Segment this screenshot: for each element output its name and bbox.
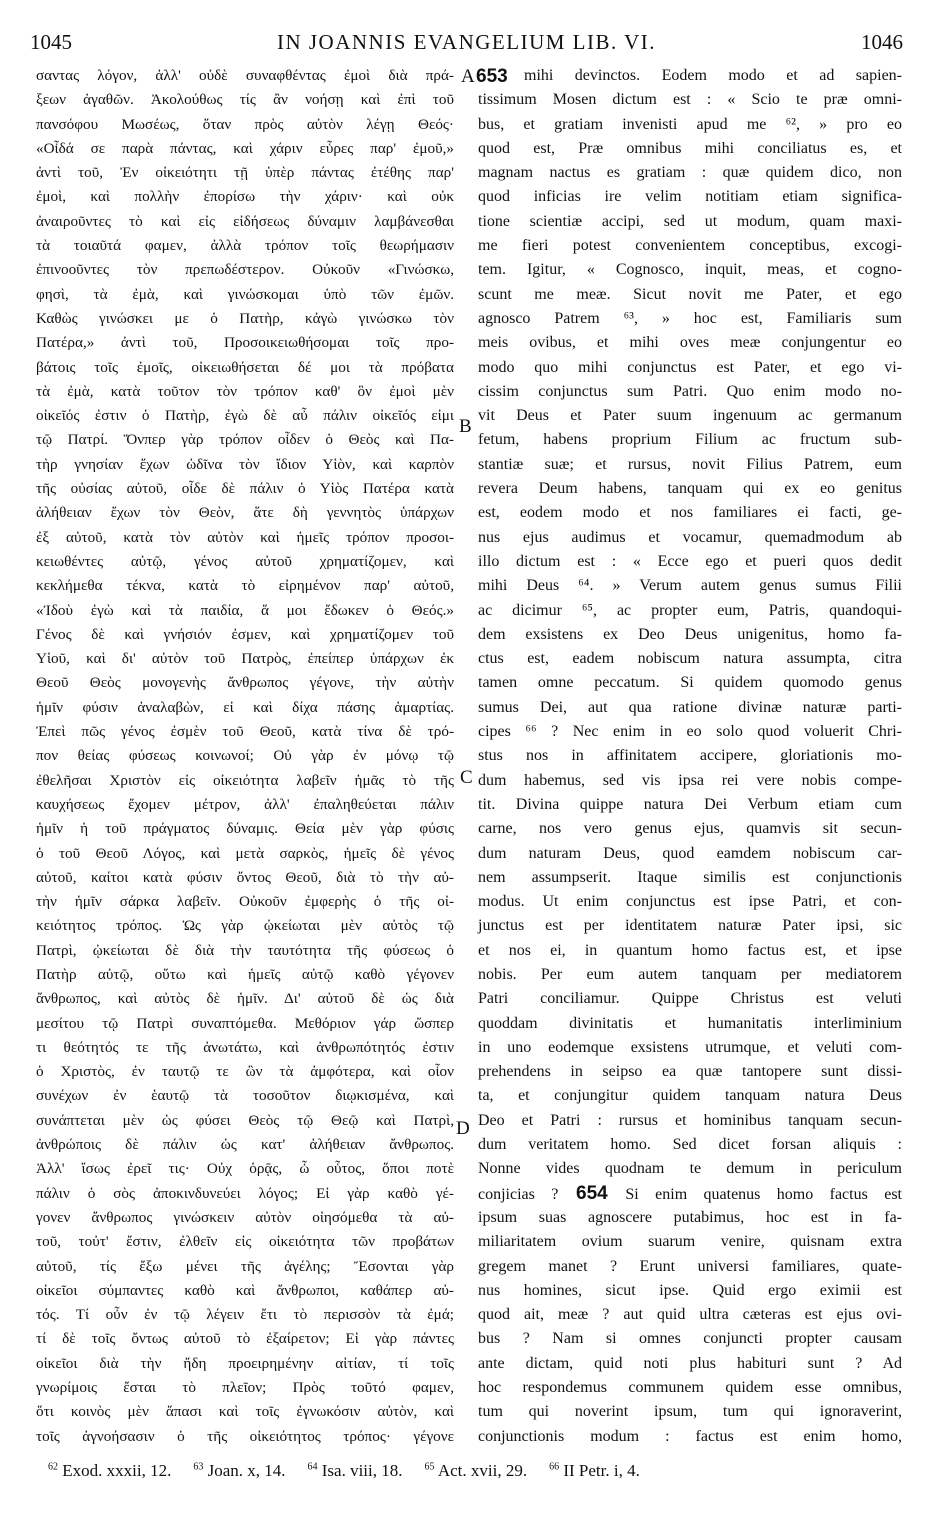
greek-text-line: τὰ ἐμὰ, κατὰ τοῦτον τὸν τρόπον καθ' ὃν ἐμοὶ μὲν <box>36 382 454 400</box>
greek-text-line: ἡμῖν ἡ τοῦ πράγματος δύναμις. Θεία μὲν γὰρ φύσις <box>36 820 454 838</box>
latin-text-line: tem. Igitur, « Cognosco, inquit, meas, et cogno- <box>478 261 902 279</box>
latin-text-line: bus ? Nam si omnes conjuncti propter causam <box>478 1330 902 1348</box>
greek-text-line: πάλιν ὁ σὸς ἀποκινδυνεύει λόγος; Εἰ γὰρ καθὸ γέ- <box>36 1184 454 1202</box>
greek-text-line: τὴν ἡμῖν σάρκα λαβεῖν. Οὐκοῦν ἐμφερὴς ὁ τῆς οἰ- <box>36 893 454 911</box>
greek-text-line: «Ἰδοὺ ἐγὼ καὶ τὰ παιδία, ἅ μοι ἔδωκεν ὁ Θεός.» <box>36 601 454 619</box>
latin-text-line: tum qui noverint ipsum, tum qui ignoraverint, <box>478 1403 902 1421</box>
greek-text-line: ἐπινοοῦντες τὸν πρεπωδέστερον. Οὐκοῦν «Γινώσκω, <box>36 261 454 279</box>
greek-text-line: ἀναιροῦντες τὸ καὶ εἰς εἰδήσεως δύναμιν λαμβάνεσθαι <box>36 212 454 230</box>
greek-text-line: ἐθελῆσαι Χριστὸν εἰς οἰκειότητα λαβεῖν ἡμᾶς τὸ τῆς <box>36 771 454 789</box>
greek-text-line: Ἀλλ' ἴσως ἐρεῖ τις· Οὐχ ὁρᾷς, ὦ οὗτος, ὅποι ποτὲ <box>36 1160 454 1178</box>
greek-text-line: ὁ τοῦ Θεοῦ Λόγος, καὶ μετὰ σαρκὸς, ἡμεῖς δὲ γένος <box>36 844 454 862</box>
latin-text-line: cipes ⁶⁶ ? Nec enim in eo solo quod voluerit Chri- <box>478 723 902 741</box>
latin-text-line: quod ait, meæ ? aut quid ultra cæteras est ejus ovi- <box>478 1306 902 1324</box>
latin-text-fragment: Si enim quatenus homo factus est <box>625 1185 902 1203</box>
greek-text-line: ξεων ἀγαθῶν. Ἀκολούθως τίς ἂν νοήσῃ καὶ ἐπὶ τοῦ <box>36 91 454 109</box>
latin-text-line: junctus est per identitatem naturæ Pater ipsi, sic <box>478 917 902 935</box>
column-number-654: 654 <box>558 1182 626 1204</box>
greek-text-line: μεσίτου τῷ Πατρὶ συναπτόμεθα. Μεθόριον γάρ ὥσπερ <box>36 1014 454 1032</box>
latin-text-line: nus homines, sicut ipse. Quid ergo eximii est <box>478 1281 902 1299</box>
footnote-number: 65 <box>424 1461 435 1473</box>
latin-text-line: fetum, habens proprium Filium ac fructum sub- <box>478 431 902 449</box>
footnote-number: 64 <box>307 1461 318 1473</box>
latin-text-line: vit Deus et Pater suum ingenuum ac germanum <box>478 407 902 425</box>
greek-text-line: καυχήσεως ἔχομεν μέτρον, ἀλλ' ἐπαληθεύεται πάλιν <box>36 795 454 813</box>
latin-text-line: dem exsistens ex Deo Deus unigenitus, homo fa- <box>478 625 902 643</box>
footnote-text: II Petr. i, 4. <box>559 1461 640 1480</box>
latin-text-line: conjicias ? 654 Si enim quatenus homo factus est <box>478 1182 902 1204</box>
latin-text-line: magnam nactus es gratiam : quæ quidem dico, non <box>478 164 902 182</box>
latin-text-line: in uno eodemque exsistens utrumque, et veluti com- <box>478 1038 902 1056</box>
greek-text-line: τι θεότητός τε τῆς ἀνωτάτω, καὶ ἀνθρωπότητός ἐστιν <box>36 1038 454 1056</box>
greek-text-line: σαντας λόγον, ἀλλ' οὐδὲ συναφθέντας ἐμοὶ διὰ πρά- <box>36 67 454 84</box>
greek-text-line: τῷ Πατρί. Ὅνπερ γὰρ τρόπον οἶδεν ὁ Θεὸς καὶ Πα- <box>36 431 454 449</box>
greek-text-line: αὐτοῦ, τίς ἔξω μένει τῆς ἀγέλης; Ἔσονται γὰρ <box>36 1257 454 1275</box>
latin-text-line: meis ovibus, et mihi oves meæ conjungentur eo <box>478 334 902 352</box>
greek-text-line: Ἐπεὶ πῶς γένος ἐσμὲν τοῦ Θεοῦ, κατὰ τίνα δὲ τρό- <box>36 723 454 741</box>
greek-text-line: πανσόφου Μωσέως, ὅταν πρὸς αὐτὸν λέγῃ Θεός· <box>36 115 454 133</box>
latin-text-line: me fieri potest convenientem conceptibus, excogi- <box>478 237 902 255</box>
greek-text-line: Υἱοῦ, καὶ δι' αὐτὸν τοῦ Πατρὸς, ἐπείπερ ὑπάρχων ἐκ <box>36 650 454 668</box>
latin-text-line: revera Deum habens, tanquam qui ex eo genitus <box>478 480 902 498</box>
margin-letter-d: D <box>456 1118 470 1139</box>
latin-text-line: illo dictum est : « Ecce ego et pueri quos dedit <box>478 552 902 570</box>
latin-text-line: Deo et Patri : rursus et hominibus tanquam secun- <box>478 1111 902 1129</box>
greek-text-line: τοῦ, τοὐτ' ἔστιν, ἐλθεῖν εἰς οἰκειότητα τῶν προβάτων <box>36 1233 454 1251</box>
footnote-text: Isa. viii, 18. <box>317 1461 403 1480</box>
latin-text-line: dum veritatem homo. Sed dicet forsan aliquis : <box>478 1136 902 1154</box>
greek-text-line: ὅτι κοινὸς μὲν ἅπασι καὶ τοῖς ἐγνωκόσιν αὐτὸν, καὶ <box>36 1403 454 1421</box>
greek-text-line: ἀλήθειαν ἔχων τὸν Θεὸν, ἅτε δὴ γεννητὸς ὑπάρχων <box>36 504 454 522</box>
latin-text-line: Nonne vides quodnam te demum in periculum <box>478 1160 902 1178</box>
greek-text-line: ἐμοὶ, καὶ πολλὴν ἐπορίσω τὴν χάριν· καὶ οὐκ <box>36 188 454 206</box>
greek-text-line: ἡμῖν φύσιν ἀναλαβὼν, εἰ καὶ δίχα πάσης ἁμαρτίας. <box>36 698 454 716</box>
footnote <box>193 1461 285 1480</box>
greek-text-line: τοῖς ἀγνοήσασιν ὁ τῆς οἰκειότητος τρόπος· γέγονε <box>36 1427 454 1445</box>
latin-text-line: ante dictam, quid noti plus habituri sunt ? Ad <box>478 1354 902 1372</box>
latin-text-line: mihi Deus ⁶⁴. » Verum autem genus sumus Filii <box>478 577 902 595</box>
greek-text-line: γνωρίμοις ἔσται τὸ πλεῖον; Πρὸς τοῦτό φαμεν, <box>36 1379 454 1397</box>
footnote-text: Exod. xxxii, 12. <box>58 1461 172 1480</box>
greek-text-line: Πατρὶ, ᾠκείωται δὲ διὰ τὴν ταυτότητα τῆς φύσεως ὁ <box>36 941 454 959</box>
footnote <box>549 1461 640 1480</box>
greek-text-line: ἐξ αὐτοῦ, κατὰ τὸν αὐτὸν καὶ ἡμεῖς τρόπον προσοι- <box>36 528 454 546</box>
footnote-number: 63 <box>193 1461 204 1473</box>
footnote <box>48 1461 171 1480</box>
latin-text-line: nem assumpserit. Itaque similis est conjunctionis <box>478 868 902 886</box>
greek-text-line: οἰκεῖός ἐστιν ὁ Πατὴρ, ἐγὼ δὲ αὖ πάλιν οἰκεῖός εἰμι <box>36 407 454 425</box>
latin-text-line: stantiæ suæ; et rursus, novit Filius Patrem, eum <box>478 455 902 473</box>
margin-letter-b: B <box>459 416 472 437</box>
greek-text-line: οἰκεῖοι διὰ τὴν ἤδη προειρημένην αἰτίαν, τί τοῖς <box>36 1354 454 1372</box>
latin-text-line: cissim conjunctus sum Patri. Quo enim modo no- <box>478 382 902 400</box>
latin-text-column <box>478 64 902 1449</box>
greek-text-line: κειότητος τρόπος. Ὡς γὰρ ᾠκείωται μὲν αὐτὸς τῷ <box>36 917 454 935</box>
latin-text-line: tamen omne peccatum. Si quidem quomodo genus <box>478 674 902 692</box>
greek-text-line: οἰκεῖοι σύμπαντες καθὸ καὶ ἄνθρωποι, καθάπερ αὐ- <box>36 1281 454 1299</box>
footnote <box>308 1461 403 1480</box>
footnote <box>425 1461 528 1480</box>
left-page-number: 1045 <box>30 30 72 54</box>
latin-text-line: conjunctionis modum : factus est enim homo, <box>478 1427 902 1445</box>
latin-text-line: scunt me meæ. Sicut novit me Pater, et ego <box>478 285 902 303</box>
footnote-text: Joan. x, 14. <box>203 1461 286 1480</box>
greek-text-column <box>36 64 454 1449</box>
latin-text-line: tissimum Mosen dictum est : « Scio te præ omni- <box>478 91 902 109</box>
latin-text-line: carne, nos vero genus ejus, quamvis sit secun- <box>478 820 902 838</box>
greek-text-line: τὴρ γνησίαν ἔχων ὠδῖνα τὸν ἴδιον Υἱὸν, καὶ καρπὸν <box>36 455 454 473</box>
column-number-653: 653 <box>476 66 508 87</box>
latin-text-line: ta, et conjungitur quidem tanquam natura Deus <box>478 1087 902 1105</box>
latin-text-line: agnosco Patrem ⁶³, » hoc est, Familiaris sum <box>478 309 902 327</box>
latin-text-line: miliaritatem ovium suarum venire, quisnam extra <box>478 1233 902 1251</box>
latin-text-line: gregem manet ? Erunt universi familiares, quate- <box>478 1257 902 1275</box>
footnotes <box>48 1461 891 1481</box>
footnote-number: 66 <box>549 1461 560 1473</box>
greek-text-line: αὐτοῦ, καίτοι κατὰ φύσιν ὄντος Θεοῦ, διὰ τὸ τὴν αὐ- <box>36 868 454 886</box>
latin-text-line: bus, et gratiam invenisti apud me ⁶², » pro eo <box>478 115 902 133</box>
latin-text-line: dum habemus, sed vis ipsa rei vere nobis compe- <box>478 771 902 789</box>
greek-text-line: τῆς οὐσίας αὐτοῦ, οἶδε δὲ πάλιν ὁ Υἱὸς Πατέρα κατὰ <box>36 480 454 498</box>
right-page-number: 1046 <box>860 30 903 54</box>
greek-text-line: πον θείας φύσεως κοινωνοί; Οὐ γὰρ ἐν μόνῳ τῷ <box>36 747 454 765</box>
greek-text-line: Καθὼς γινώσκει με ὁ Πατὴρ, κἀγὼ γινώσκω τὸν <box>36 309 454 327</box>
latin-text-line: quod inficias ire velim notitiam etiam significa- <box>478 188 902 206</box>
greek-text-line: γονεν ἄνθρωπος γινώσκειν αὐτὸν οἰησόμεθα τὰ αὐ- <box>36 1208 454 1226</box>
greek-text-line: κεκλήμεθα τέκνα, κατὰ τὸ εἰρημένον παρ' αὐτοῦ, <box>36 577 454 595</box>
greek-text-line: τί δὲ τοῖς ὄντως αὐτοῦ τὸ ἐξαίρετον; Εἰ γὰρ πάντες <box>36 1330 454 1348</box>
greek-text-line: Γένος δὲ καὶ γνήσιόν ἐσμεν, καὶ χρηματίζομεν τοῦ <box>36 625 454 643</box>
latin-text-line: nobis. Per eum autem tanquam per mediatorem <box>478 965 902 983</box>
latin-text-line: modus. Ut enim conjunctus est ipse Patri, et con- <box>478 893 902 911</box>
greek-text-line: ἄνθρωπος, καὶ αὐτὸς δὲ ἡμῖν. Δι' αὐτοῦ δὲ ὡς διὰ <box>36 990 454 1008</box>
latin-text-line: et nos ei, in quantum homo factus est, et ipse <box>478 941 902 959</box>
greek-text-line: τὰ τοιαῦτά φαμεν, ἀλλὰ τρόπον τοῖς θεωρήμασιν <box>36 237 454 255</box>
greek-text-line: βάτοις τοῖς ἐμοῖς, οἰκειωθήσεται δέ μοι τὰ πρόβατα <box>36 358 454 376</box>
latin-text-line: stus nos in affinitatem accipere, gloriationis mo- <box>478 747 902 765</box>
latin-text-line: ctus est, eadem nobiscum natura assumpta, citra <box>478 650 902 668</box>
latin-text-line: prehendens in seipso ea quæ tantopere sunt dissi- <box>478 1063 902 1081</box>
greek-text-line: συνέχων ἐν ἑαυτῷ τὰ τοσοῦτον διῳκισμένα, καὶ <box>36 1087 454 1105</box>
greek-text-line: ἀνθρώποις δὲ πάλιν ὡς κατ' ἀλήθειαν ἄνθρωπος. <box>36 1136 454 1154</box>
latin-text-line: nus ejus audimus et vocamur, quemadmodum ab <box>478 528 902 546</box>
greek-text-line: συνάπτεται μὲν ὡς φύσει Θεὸς τῷ Θεῷ καὶ Πατρὶ, <box>36 1111 454 1129</box>
greek-text-line: Θεοῦ Θεὸς μονογενὴς ἄνθρωπος γέγονε, τὴν αὐτὴν <box>36 674 454 692</box>
greek-text-line: Πατέρα,» ἀντὶ τοῦ, Προσοικειωθήσομαι τοῖς προ- <box>36 334 454 352</box>
latin-text-line: mihi devinctos. Eodem modo et ad sapien- <box>524 67 902 84</box>
greek-text-line: ὁ Χριστὸς, ἐν ταυτῷ τε ὢν τὰ ἀμφότερα, καὶ οἷον <box>36 1063 454 1081</box>
latin-text-line: modo quo mihi conjunctus est Pater, et ego vi- <box>478 358 902 376</box>
latin-text-line: ac dicimur ⁶⁵, ac propter eum, Patris, quandoqui- <box>478 601 902 619</box>
latin-text-line: tit. Divina quippe natura Dei Verbum etiam cum <box>478 795 902 813</box>
latin-text-line: hoc respondemus communem quidem esse omnibus, <box>478 1379 902 1397</box>
footnote-number: 62 <box>48 1461 58 1473</box>
latin-text-line: sumus Dei, aut qua ratione divinæ naturæ parti- <box>478 698 902 716</box>
footnote-text: Act. xvii, 29. <box>434 1461 528 1480</box>
latin-text-line: ipsum suas agnoscere putabimus, hoc est in fa- <box>478 1208 902 1226</box>
latin-text-line: quoddam divinitatis et humanitatis interliminium <box>478 1014 902 1032</box>
page-header <box>30 30 903 56</box>
latin-text-line: quod est, Præ omnibus mihi conciliatus es, et <box>478 139 902 157</box>
margin-letter-c: C <box>460 767 473 788</box>
latin-text-line: tione scientiæ accipi, sed ut modum, quam maxi- <box>478 212 902 230</box>
greek-text-line: τός. Τί οὖν ἐν τῷ λέγειν ἔτι τὸ περισσὸν τὰ ἐμά; <box>36 1306 454 1324</box>
greek-text-line: φησὶ, τὰ ἐμὰ, καὶ γινώσκομαι ὑπὸ τῶν ἐμῶν. <box>36 285 454 303</box>
margin-letter-a: A <box>461 66 475 87</box>
running-title: IN JOANNIS EVANGELIUM LIB. VI. <box>276 30 657 54</box>
latin-text-line: dum naturam Deus, quod eamdem nobiscum car- <box>478 844 902 862</box>
greek-text-line: κειωθέντες αὐτῷ, γένος αὐτοῦ χρηματίζομεν, καὶ <box>36 552 454 570</box>
latin-text-line: est, eodem modo et nos familiares ei facti, ge- <box>478 504 902 522</box>
greek-text-line: ἀντὶ τοῦ, Ἐν οἰκειότητι τῇ ὑπὲρ πάντας ἐτέθης παρ' <box>36 164 454 182</box>
greek-text-line: «Οἶδά σε παρὰ πάντας, καὶ χάριν εὗρες παρ' ἐμοῦ,» <box>36 139 454 157</box>
greek-text-line: Πατὴρ αὐτῷ, οὕτω καὶ ἡμεῖς αὐτῷ καθὸ γέγονεν <box>36 965 454 983</box>
latin-text-line: Patri conciliamur. Quippe Christus est veluti <box>478 990 902 1008</box>
